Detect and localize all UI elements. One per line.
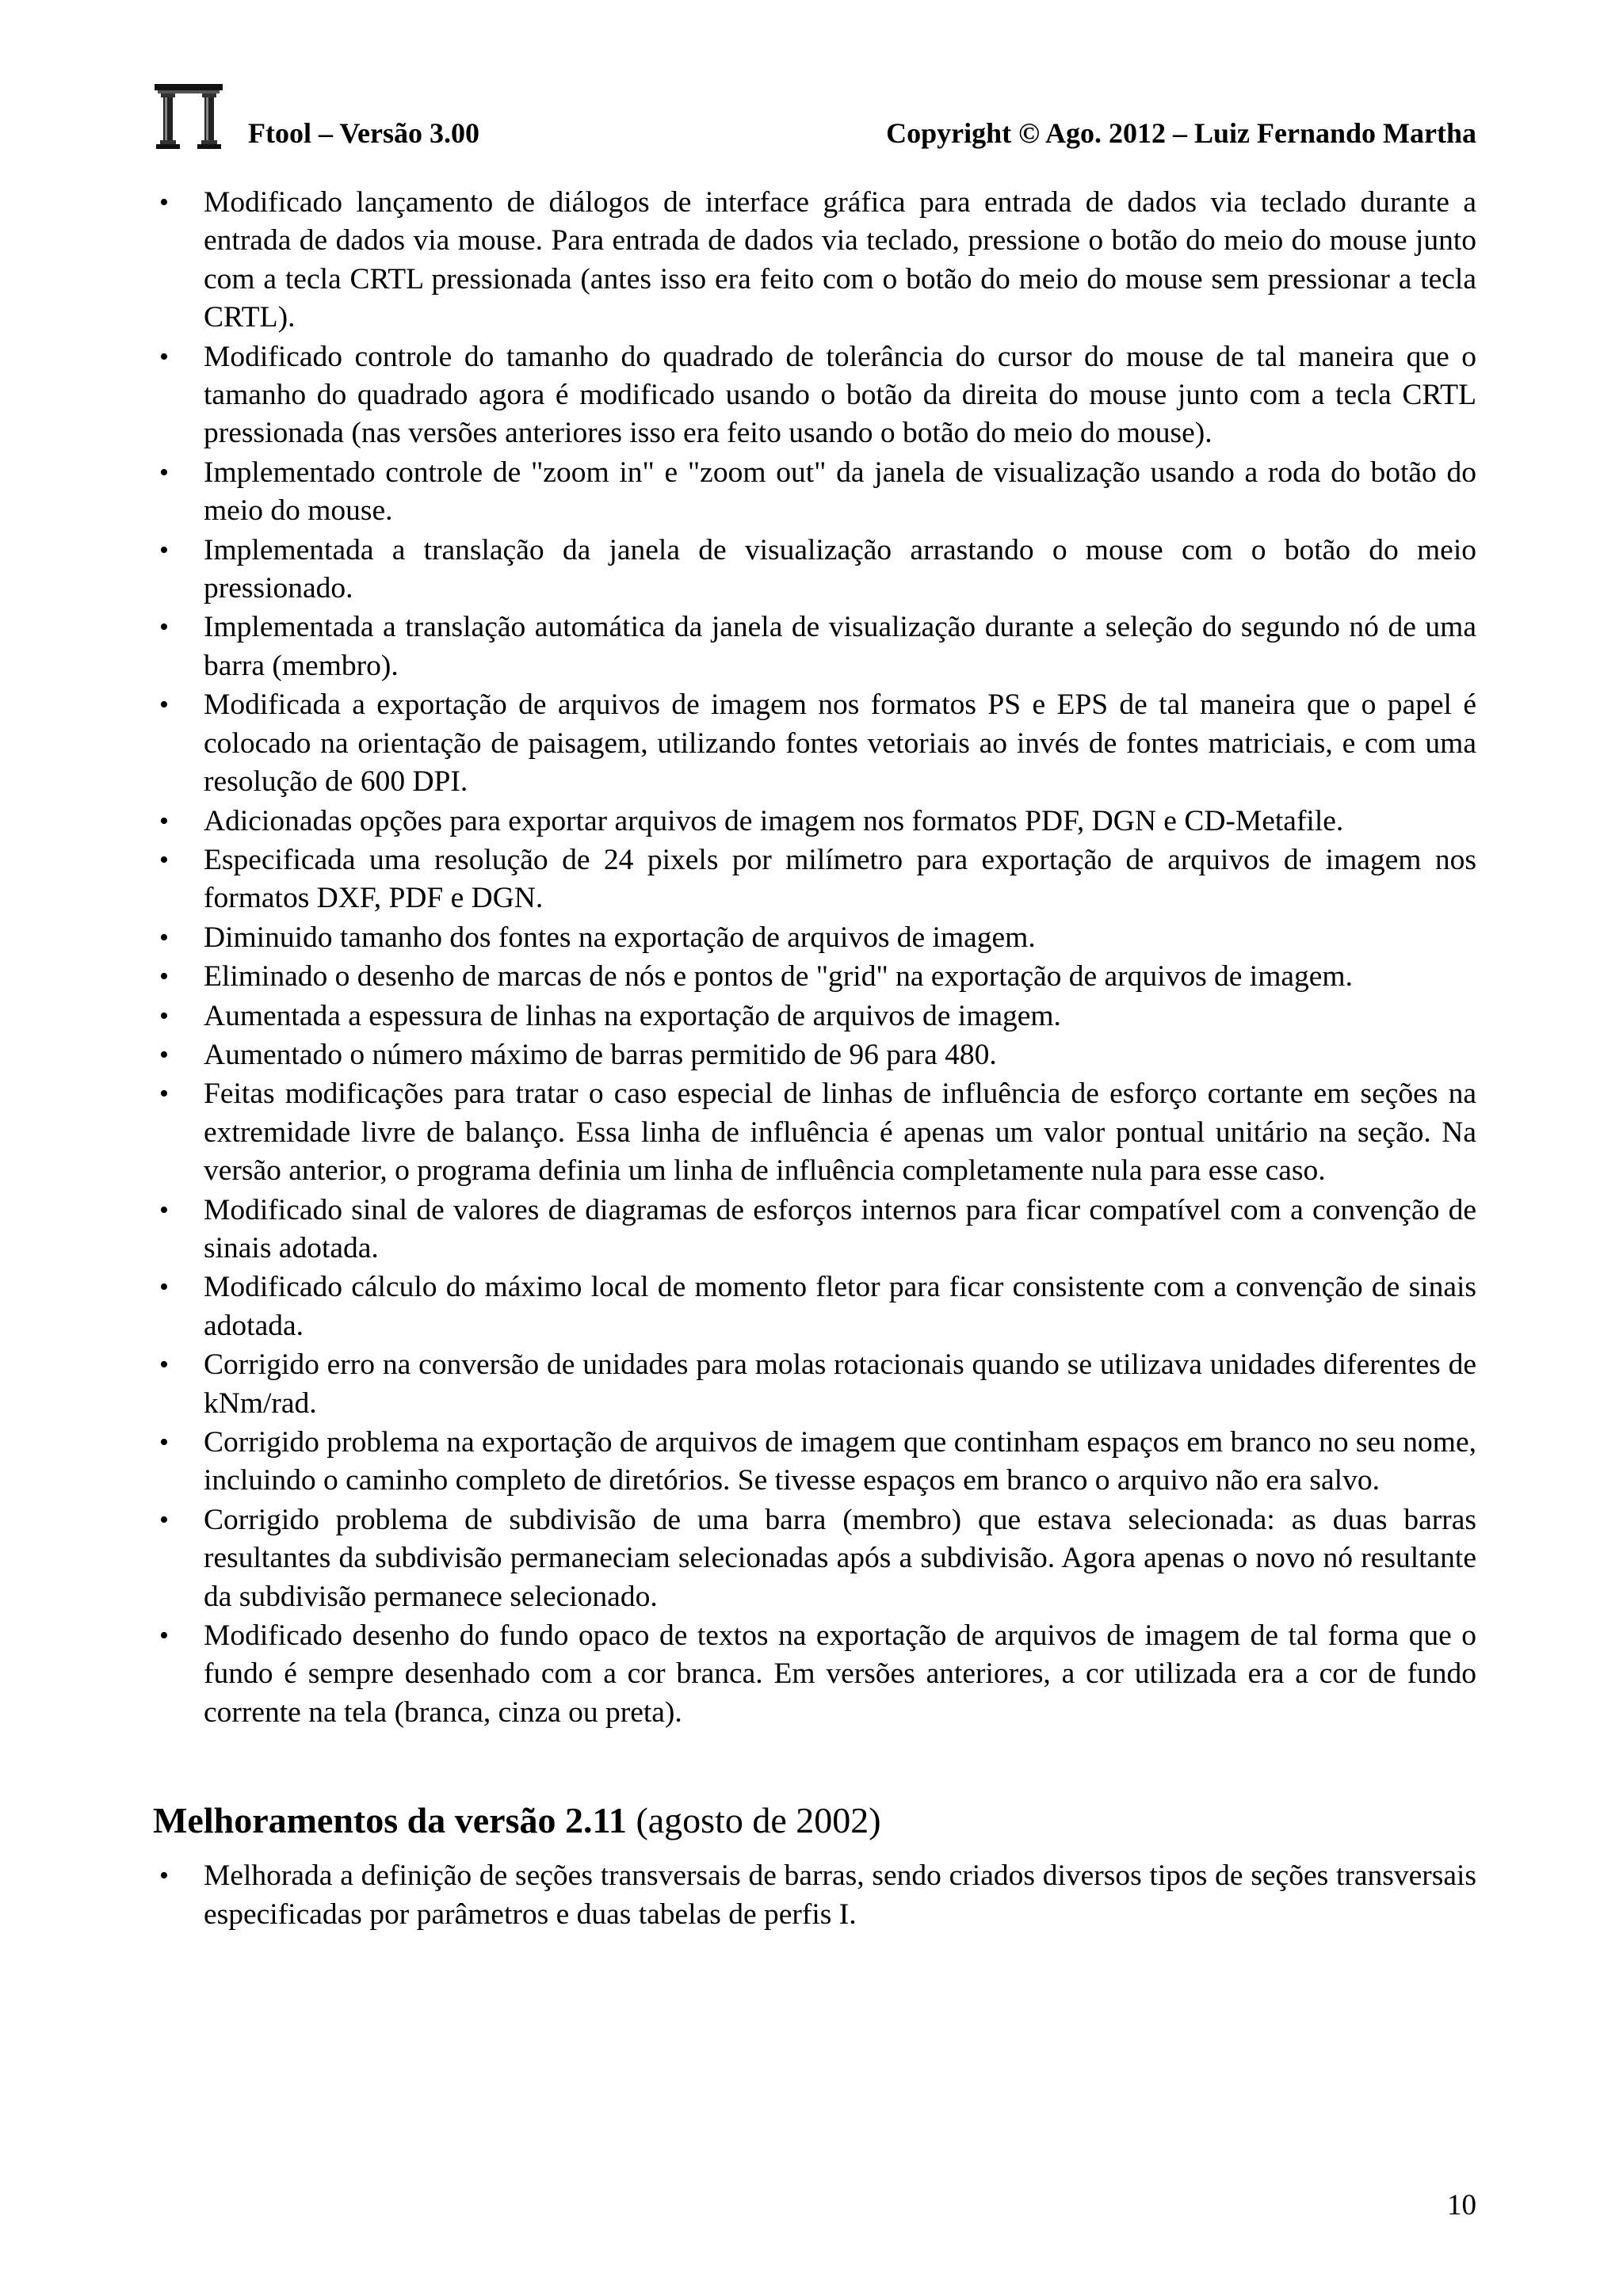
section-heading-title: Melhoramentos da versão 2.11 [153, 1800, 627, 1841]
bullet-icon: • [159, 535, 169, 565]
list-item [153, 454, 1476, 531]
list-item [153, 841, 1476, 918]
list-item [153, 1192, 1476, 1268]
bullet-icon: • [159, 806, 169, 836]
bullet-icon: • [159, 845, 169, 875]
bullet-icon: • [159, 1505, 169, 1535]
bullet-icon: • [159, 1001, 169, 1031]
list-item-text: Melhorada a definição de seções transversais de barras, sendo criados diversos tipos de seções transversais especificadas por parâmetros e duas tabelas de perfis I. [204, 1859, 1476, 1931]
list-item [153, 1857, 1476, 1934]
list-item-text: Corrigido problema na exportação de arquivos de imagem que continham espaços em branco no seu nome, incluindo o caminho completo de diretórios. Se tivesse espaços em branco o arquivo não era salvo. [204, 1426, 1476, 1497]
header-title: Ftool – Versão 3.00 [248, 117, 479, 149]
page-number: 10 [1447, 2189, 1476, 2222]
bullet-icon: • [159, 1350, 169, 1380]
list-item-text: Modificado lançamento de diálogos de interface gráfica para entrada de dados via teclado durante a entrada de dados via mouse. Para entrada de dados via teclado, pressione o botão do meio do mouse junto com a tecla CRTL pressionada (antes isso era feito com o botão do meio do mouse sem pressionar a tecla CRTL). [204, 186, 1476, 334]
list-item [153, 532, 1476, 608]
page-header [153, 79, 1476, 158]
bullet-icon: • [159, 1861, 169, 1891]
list-item-text: Adicionadas opções para exportar arquivos de imagem nos formatos PDF, DGN e CD-Metafile. [204, 804, 1344, 837]
list-item [153, 1268, 1476, 1345]
list-item-text: Aumentada a espessura de linhas na exportação de arquivos de imagem. [204, 999, 1061, 1032]
list-item [153, 1501, 1476, 1616]
section-change-list [153, 1857, 1476, 1934]
bullet-icon: • [159, 1039, 169, 1070]
list-item [153, 997, 1476, 1035]
list-item-text: Modificado sinal de valores de diagramas de esforços internos para ficar compatível com a convenção de sinais adotada. [204, 1193, 1476, 1264]
bullet-icon: • [159, 457, 169, 487]
list-item-text: Corrigido problema de subdivisão de uma barra (membro) que estava selecionada: as duas barras resultantes da subdivisão permaneciam selecionadas após a subdivisão. Agora apenas o novo nó resultante da subdivisão permanece selecionado. [204, 1503, 1476, 1613]
list-item [153, 338, 1476, 453]
bullet-icon: • [159, 341, 169, 372]
header-copyright: Copyright © Ago. 2012 – Luiz Fernando Martha [886, 117, 1476, 149]
list-item-text: Aumentado o número máximo de barras permitido de 96 para 480. [204, 1038, 997, 1071]
section-heading-date: (agosto de 2002) [626, 1800, 881, 1841]
bullet-icon: • [159, 1428, 169, 1457]
list-item [153, 958, 1476, 996]
section-heading [153, 1798, 1476, 1843]
list-item-text: Especificada uma resolução de 24 pixels por milímetro para exportação de arquivos de imagem nos formatos DXF, PDF e DGN. [204, 843, 1476, 915]
list-item [153, 1036, 1476, 1074]
list-item [153, 1424, 1476, 1501]
list-item-text: Modificado controle do tamanho do quadrado de tolerância do cursor do mouse de tal maneira que o tamanho do quadrado agora é modificado usando o botão da direita do mouse junto com a tecla CRTL pressionada (nas versões anteriores isso era feito usando o botão do meio do mouse). [204, 340, 1476, 450]
bullet-icon: • [159, 690, 169, 720]
bullet-icon: • [159, 962, 169, 992]
list-item-text: Modificada a exportação de arquivos de imagem nos formatos PS e EPS de tal maneira que o papel é colocado na orientação de paisagem, utilizando fontes vetoriais ao invés de fontes matriciais, e com uma resolução de 600 DPI. [204, 688, 1476, 799]
bullet-icon: • [159, 1195, 169, 1225]
list-item [153, 1617, 1476, 1732]
list-item [153, 1346, 1476, 1423]
change-list [153, 184, 1476, 1732]
list-item-text: Feitas modificações para tratar o caso especial de linhas de influência de esforço cortante em seções na extremidade livre de balanço. Essa linha de influência é apenas um valor pontual unitário na seção. Na versão anterior, o programa definia um linha de influência completamente nula para esse caso. [204, 1077, 1476, 1188]
bullet-icon: • [159, 188, 169, 217]
list-item [153, 919, 1476, 957]
list-item-text: Modificado desenho do fundo opaco de textos na exportação de arquivos de imagem de tal forma que o fundo é sempre desenhado com a cor branca. Em versões anteriores, a cor utilizada era a cor de fundo corrente na tela (branca, cinza ou preta). [204, 1619, 1476, 1729]
list-item [153, 1075, 1476, 1190]
list-item-text: Modificado cálculo do máximo local de momento fletor para ficar consistente com a convenção de sinais adotada. [204, 1271, 1476, 1342]
bullet-icon: • [159, 1621, 169, 1651]
list-item-text: Diminuido tamanho dos fontes na exportação de arquivos de imagem. [204, 921, 1036, 954]
list-item [153, 184, 1476, 338]
list-item-text: Implementada a translação automática da janela de visualização durante a seleção do segundo nó de uma barra (membro). [204, 611, 1476, 682]
bullet-icon: • [159, 1272, 169, 1302]
bullet-icon: • [159, 612, 169, 643]
list-item-text: Implementada a translação da janela de visualização arrastando o mouse com o botão do meio pressionado. [204, 533, 1476, 605]
bullet-icon: • [159, 922, 169, 952]
document-body [153, 184, 1476, 1935]
bullet-icon: • [159, 1079, 169, 1109]
list-item [153, 803, 1476, 841]
list-item-text: Eliminado o desenho de marcas de nós e pontos de "grid" na exportação de arquivos de imagem. [204, 960, 1353, 994]
list-item-text: Corrigido erro na conversão de unidades para molas rotacionais quando se utilizava unidades diferentes de kNm/rad. [204, 1348, 1476, 1420]
list-item-text: Implementado controle de "zoom in" e "zoom out" da janela de visualização usando a roda do botão do meio do mouse. [204, 456, 1476, 528]
list-item [153, 608, 1476, 685]
list-item [153, 686, 1476, 801]
pi-columns-logo-icon [153, 82, 224, 151]
